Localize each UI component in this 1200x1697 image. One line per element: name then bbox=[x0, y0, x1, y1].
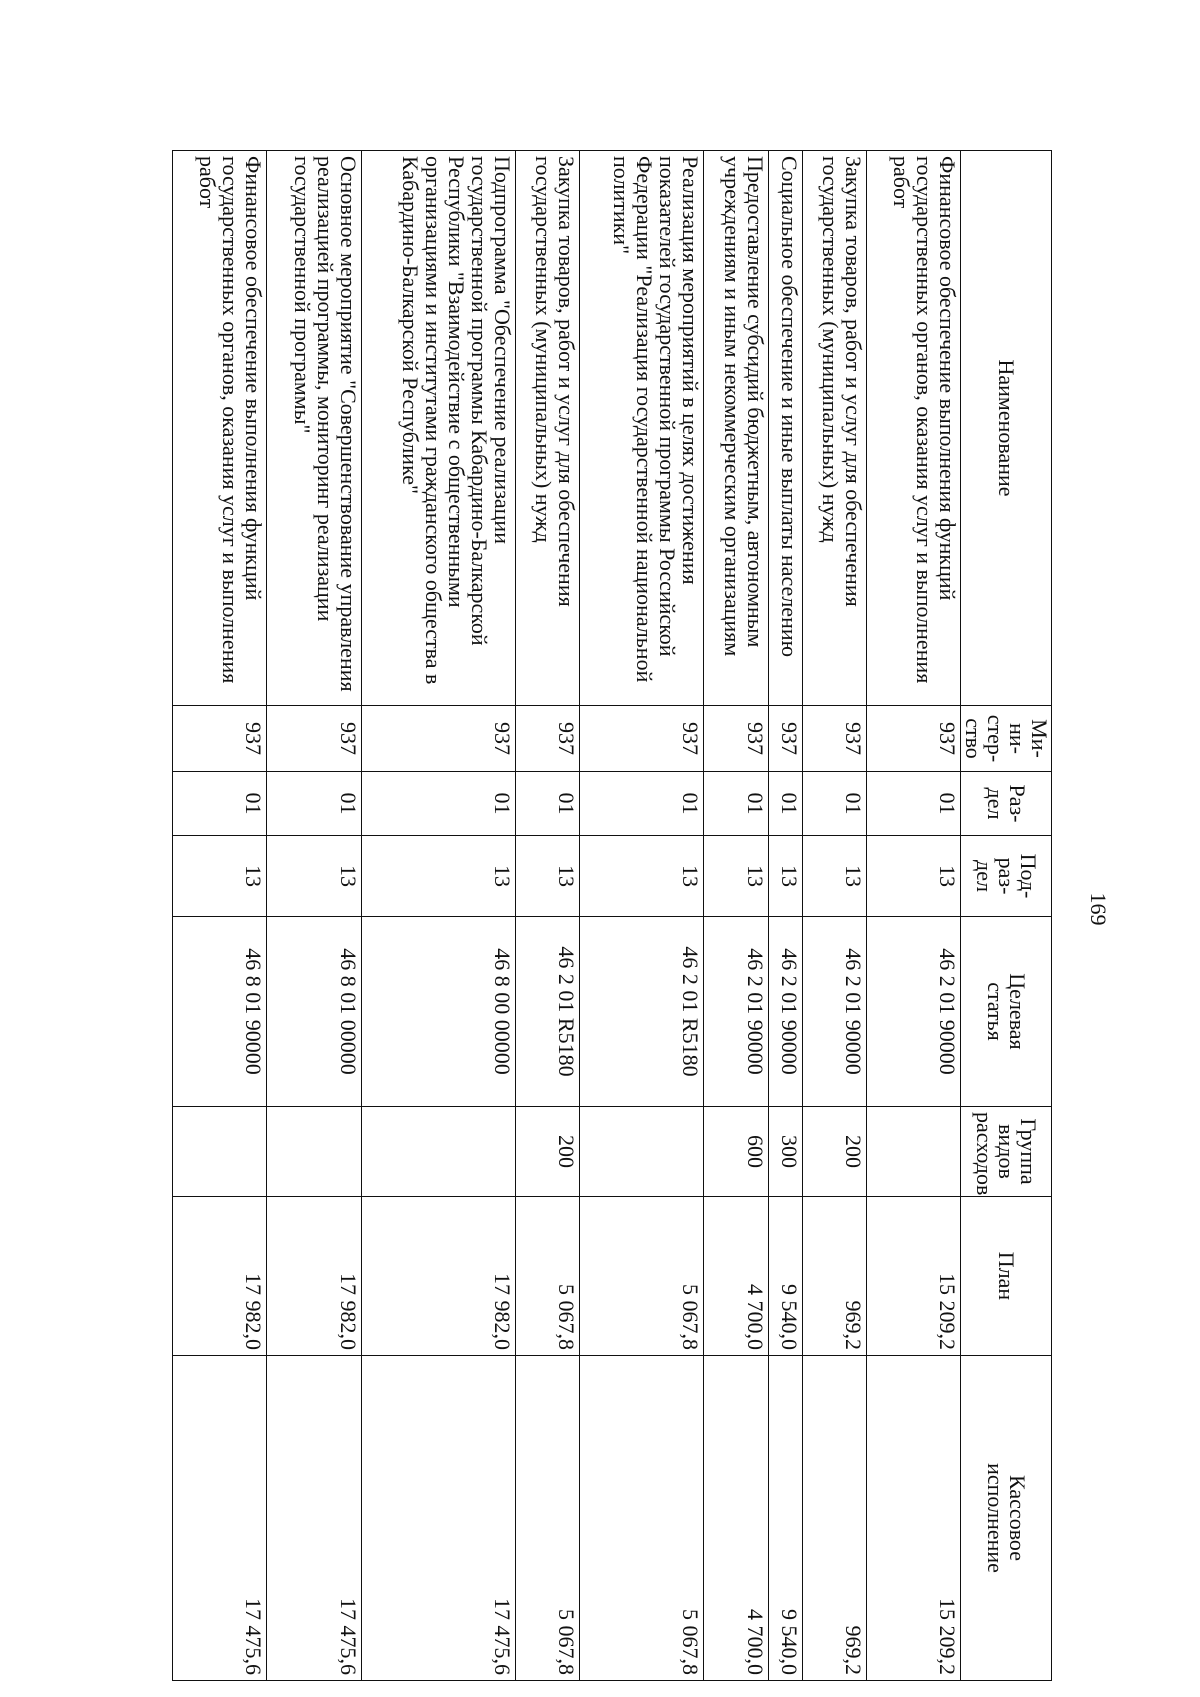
table-row bbox=[361, 151, 515, 1681]
cell-ministry: 937 bbox=[866, 706, 960, 772]
cell-cash-execution: 4 700,0 bbox=[704, 1356, 768, 1681]
cell-target-article: 46 2 01 90000 bbox=[802, 917, 866, 1107]
table-row bbox=[802, 151, 866, 1681]
header-ministry-text: Ми- ни- стер- ство bbox=[961, 714, 1052, 763]
header-target-article bbox=[961, 917, 1052, 1107]
cell-target-article: 46 2 01 90000 bbox=[866, 917, 960, 1107]
cell-section: 01 bbox=[704, 772, 768, 836]
cell-cash-execution: 17 475,6 bbox=[267, 1356, 361, 1681]
cell-name: Закупка товаров, работ и услуг для обеспечения государственных (муниципальных) нужд bbox=[802, 151, 866, 706]
cell-subsection: 13 bbox=[516, 836, 580, 917]
cell-name: Финансовое обеспечение выполнения функций государственных органов, оказания услуг и выполнения работ bbox=[173, 151, 267, 706]
cell-subsection: 13 bbox=[704, 836, 768, 917]
cell-target-article: 46 2 01 90000 bbox=[768, 917, 802, 1107]
header-plan-text: План bbox=[994, 1251, 1019, 1301]
cell-name: Реализация мероприятий в целях достижения показателей государственной программы Российской Федерации "Реализация государственной национальной политики" bbox=[580, 151, 704, 706]
header-expense-group-text: Группа видов расходов bbox=[972, 1112, 1041, 1196]
cell-target-article: 46 2 01 R5180 bbox=[580, 917, 704, 1107]
cell-expense-group bbox=[866, 1107, 960, 1197]
cell-cash-execution: 15 209,2 bbox=[866, 1356, 960, 1681]
cell-expense-group bbox=[580, 1107, 704, 1197]
cell-section: 01 bbox=[361, 772, 515, 836]
header-section bbox=[961, 772, 1052, 836]
cell-section: 01 bbox=[516, 772, 580, 836]
header-cash-execution-text: Кассовое исполнение bbox=[983, 1463, 1030, 1573]
cell-plan: 9 540,0 bbox=[768, 1197, 802, 1356]
cell-name: Подпрограмма "Обеспечение реализации государственной программы Кабардино-Балкарской Республики "Взаимодействие с общественными организациями и институтами гражданского общества в Кабардино-Балкарской Республике" bbox=[361, 151, 515, 706]
cell-target-article: 46 8 00 00000 bbox=[361, 917, 515, 1107]
cell-subsection: 13 bbox=[580, 836, 704, 917]
cell-cash-execution: 5 067,8 bbox=[516, 1356, 580, 1681]
header-section-text: Раз- дел bbox=[983, 784, 1030, 823]
rotated-table-container bbox=[172, 150, 1052, 1680]
cell-name: Основное мероприятие "Совершенствование управления реализацией программы, мониторинг реализации государственной программы" bbox=[267, 151, 361, 706]
cell-expense-group bbox=[361, 1107, 515, 1197]
cell-ministry: 937 bbox=[361, 706, 515, 772]
cell-section: 01 bbox=[173, 772, 267, 836]
cell-name: Финансовое обеспечение выполнения функций государственных органов, оказания услуг и выполнения работ bbox=[866, 151, 960, 706]
cell-subsection: 13 bbox=[768, 836, 802, 917]
cell-plan: 969,2 bbox=[802, 1197, 866, 1356]
cell-expense-group bbox=[267, 1107, 361, 1197]
cell-expense-group: 600 bbox=[704, 1107, 768, 1197]
budget-table bbox=[172, 150, 1052, 1681]
cell-plan: 17 982,0 bbox=[173, 1197, 267, 1356]
cell-cash-execution: 5 067,8 bbox=[580, 1356, 704, 1681]
cell-target-article: 46 2 01 90000 bbox=[704, 917, 768, 1107]
cell-ministry: 937 bbox=[267, 706, 361, 772]
cell-expense-group: 200 bbox=[516, 1107, 580, 1197]
table-row bbox=[580, 151, 704, 1681]
header-cash-execution bbox=[961, 1356, 1052, 1681]
table-row bbox=[173, 151, 267, 1681]
cell-plan: 4 700,0 bbox=[704, 1197, 768, 1356]
cell-plan: 15 209,2 bbox=[866, 1197, 960, 1356]
table-row bbox=[267, 151, 361, 1681]
cell-name: Закупка товаров, работ и услуг для обеспечения государственных (муниципальных) нужд bbox=[516, 151, 580, 706]
cell-name: Предоставление субсидий бюджетным, автономным учреждениям и иным некоммерческим организациям bbox=[704, 151, 768, 706]
header-ministry bbox=[961, 706, 1052, 772]
cell-section: 01 bbox=[866, 772, 960, 836]
cell-subsection: 13 bbox=[866, 836, 960, 917]
cell-target-article: 46 2 01 R5180 bbox=[516, 917, 580, 1107]
header-subsection bbox=[961, 836, 1052, 917]
table-row bbox=[866, 151, 960, 1681]
cell-section: 01 bbox=[768, 772, 802, 836]
cell-ministry: 937 bbox=[580, 706, 704, 772]
table-body bbox=[173, 151, 961, 1681]
cell-target-article: 46 8 01 90000 bbox=[173, 917, 267, 1107]
cell-plan: 17 982,0 bbox=[267, 1197, 361, 1356]
header-row bbox=[961, 151, 1052, 1681]
cell-ministry: 937 bbox=[704, 706, 768, 772]
cell-ministry: 937 bbox=[173, 706, 267, 772]
cell-section: 01 bbox=[267, 772, 361, 836]
cell-ministry: 937 bbox=[768, 706, 802, 772]
cell-ministry: 937 bbox=[802, 706, 866, 772]
header-name bbox=[961, 151, 1052, 706]
cell-section: 01 bbox=[580, 772, 704, 836]
table-row bbox=[768, 151, 802, 1681]
table-row bbox=[516, 151, 580, 1681]
cell-cash-execution: 969,2 bbox=[802, 1356, 866, 1681]
header-subsection-text: Под- раз- дел bbox=[972, 853, 1041, 899]
cell-cash-execution: 9 540,0 bbox=[768, 1356, 802, 1681]
cell-cash-execution: 17 475,6 bbox=[361, 1356, 515, 1681]
cell-expense-group: 200 bbox=[802, 1107, 866, 1197]
cell-subsection: 13 bbox=[267, 836, 361, 917]
cell-plan: 17 982,0 bbox=[361, 1197, 515, 1356]
cell-expense-group bbox=[173, 1107, 267, 1197]
table-row bbox=[704, 151, 768, 1681]
cell-ministry: 937 bbox=[516, 706, 580, 772]
page-number: 169 bbox=[1086, 892, 1111, 926]
cell-section: 01 bbox=[802, 772, 866, 836]
cell-name: Социальное обеспечение и иные выплаты населению bbox=[768, 151, 802, 706]
cell-subsection: 13 bbox=[173, 836, 267, 917]
header-name-text: Наименование bbox=[994, 359, 1019, 497]
cell-plan: 5 067,8 bbox=[516, 1197, 580, 1356]
cell-cash-execution: 17 475,6 bbox=[173, 1356, 267, 1681]
cell-subsection: 13 bbox=[361, 836, 515, 917]
cell-target-article: 46 8 01 00000 bbox=[267, 917, 361, 1107]
header-target-article-text: Целевая статья bbox=[983, 973, 1030, 1050]
cell-expense-group: 300 bbox=[768, 1107, 802, 1197]
header-expense-group bbox=[961, 1107, 1052, 1197]
cell-subsection: 13 bbox=[802, 836, 866, 917]
cell-plan: 5 067,8 bbox=[580, 1197, 704, 1356]
header-plan bbox=[961, 1197, 1052, 1356]
